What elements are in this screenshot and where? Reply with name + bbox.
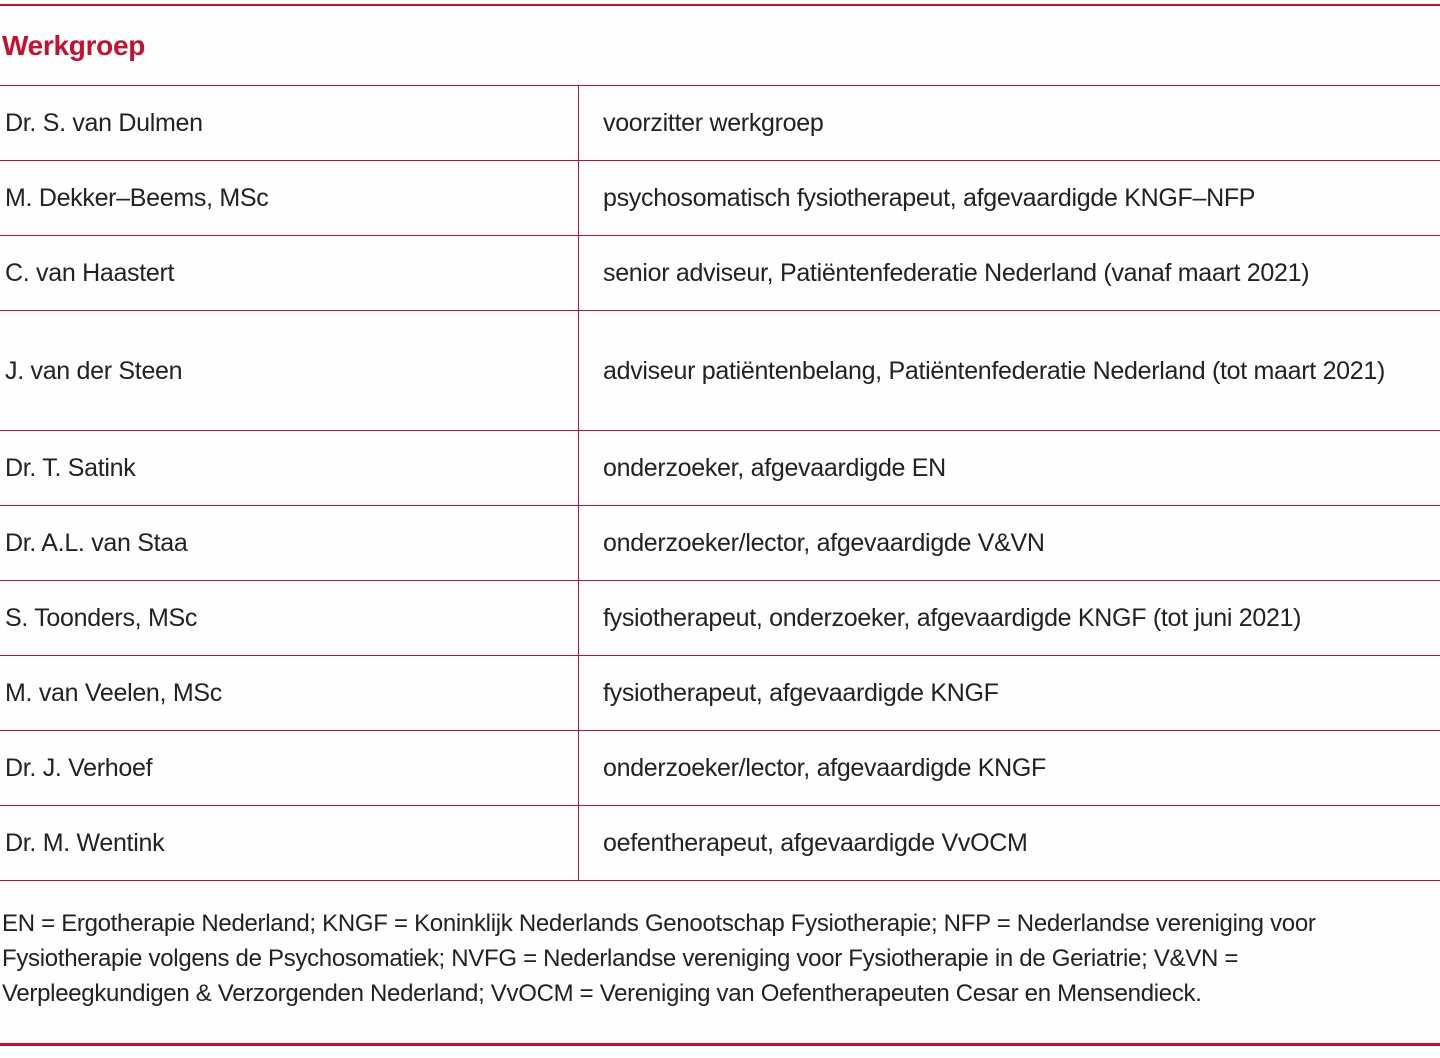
member-name-cell: Dr. M. Wentink [5,829,165,857]
member-role-cell: onderzoeker/lector, afgevaardigde KNGF [578,731,1440,805]
table-row [0,580,1440,655]
table-row [0,235,1440,310]
table-row [0,430,1440,505]
table-row [0,730,1440,805]
abbreviation-legend: EN = Ergotherapie Nederland; KNGF = Koninklijk Nederlands Genootschap Fysiotherapie; NFP = Nederlandse vereniging voor Fysiotherapie volgens de Psychosomatiek; NVFG = Nederlandse vereniging voor Fysiotherapie in de Geriatrie; V&VN = Verpleegkundigen & Verzorgenden Nederland; VvOCM = Vereniging van Oefentherapeuten Cesar en Mensendieck. [2,910,1316,1007]
member-name-cell: J. van der Steen [5,356,183,385]
member-role-cell: fysiotherapeut, afgevaardigde KNGF [578,656,1440,730]
table-row [0,160,1440,235]
member-name-cell: Dr. J. Verhoef [5,754,153,782]
bottom-rule [0,1043,1440,1046]
member-role-cell: onderzoeker, afgevaardigde EN [578,431,1440,505]
top-rule [0,4,1440,6]
member-role-cell: psychosomatisch fysiotherapeut, afgevaardigde KNGF–NFP [578,161,1440,235]
member-name-cell: S. Toonders, MSc [5,604,198,632]
member-name-cell: M. Dekker–Beems, MSc [5,184,269,212]
member-role-cell: onderzoeker/lector, afgevaardigde V&VN [578,506,1440,580]
member-role-cell: adviseur patiëntenbelang, Patiëntenfederatie Nederland (tot maart 2021) [578,311,1440,430]
member-name-cell: Dr. T. Satink [5,454,136,482]
page-title: Werkgroep [2,29,146,61]
member-name-cell: Dr. S. van Dulmen [5,109,203,137]
member-role-cell: senior adviseur, Patiëntenfederatie Nederland (vanaf maart 2021) [578,236,1440,310]
table-row [0,505,1440,580]
table-row [0,310,1440,430]
member-role-cell: oefentherapeut, afgevaardigde VvOCM [578,806,1440,880]
member-name-cell: Dr. A.L. van Staa [5,529,188,557]
table-row [0,85,1440,160]
member-name-cell: M. van Veelen, MSc [5,679,222,707]
member-role-cell: fysiotherapeut, onderzoeker, afgevaardigde KNGF (tot juni 2021) [578,581,1440,655]
table-row [0,655,1440,730]
member-role-cell: voorzitter werkgroep [578,86,1440,160]
member-name-cell: C. van Haastert [5,259,175,287]
werkgroep-table [0,85,1440,881]
table-row [0,805,1440,880]
